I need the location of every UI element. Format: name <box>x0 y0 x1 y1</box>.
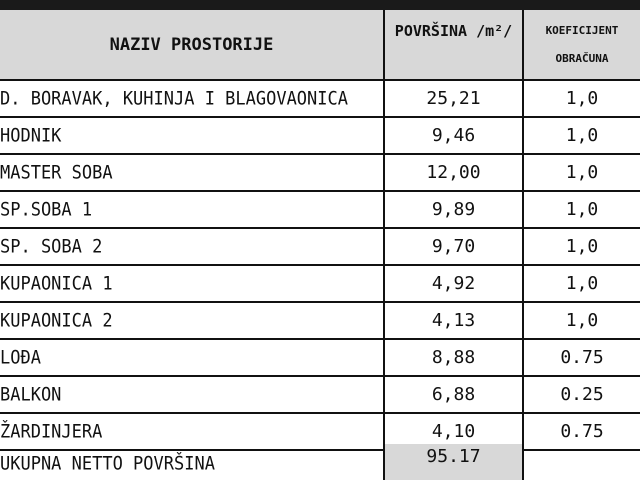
room-area: 9,46 <box>431 125 476 146</box>
room-name: SP. SOBA 2 <box>0 235 103 258</box>
room-area: 6,88 <box>431 384 476 405</box>
room-coefficient: 1,0 <box>565 236 599 257</box>
header-room-name: NAZIV PROSTORIJE <box>0 10 383 80</box>
room-area: 25,21 <box>426 88 481 109</box>
top-border <box>0 0 640 10</box>
grid-line-h <box>0 153 640 155</box>
room-name: BALKON <box>0 383 62 406</box>
grid-line-v2 <box>522 10 524 480</box>
room-name: KUPAONICA 2 <box>0 309 113 332</box>
room-coefficient: 1,0 <box>565 199 599 220</box>
room-name: ŽARDINJERA <box>0 420 103 443</box>
header-coefficient-line1: KOEFICIJENT <box>545 24 619 37</box>
room-coefficient: 1,0 <box>565 88 599 109</box>
grid-line-h <box>0 301 640 303</box>
grid-line-v1 <box>383 10 385 480</box>
room-area: 12,00 <box>426 162 481 183</box>
grid-line-h <box>0 190 640 192</box>
grid-line-h <box>0 116 640 118</box>
room-name: LOĐA <box>0 346 41 369</box>
room-name: D. BORAVAK, KUHINJA I BLAGOVAONICA <box>0 87 348 110</box>
room-name: HODNIK <box>0 124 62 147</box>
total-label: UKUPNA NETTO POVRŠINA <box>0 453 215 475</box>
room-coefficient: 1,0 <box>565 273 599 294</box>
header-coefficient-line2: OBRAČUNA <box>555 52 609 65</box>
room-coefficient: 0.75 <box>560 421 604 442</box>
total-area: 95.17 <box>385 444 522 480</box>
room-area: 9,70 <box>431 236 476 257</box>
room-coefficient: 1,0 <box>565 310 599 331</box>
grid-line-h <box>0 412 640 414</box>
room-name: KUPAONICA 1 <box>0 272 113 295</box>
grid-line-h <box>0 338 640 340</box>
room-area: 4,92 <box>431 273 476 294</box>
room-name: SP.SOBA 1 <box>0 198 93 221</box>
room-coefficient: 1,0 <box>565 125 599 146</box>
grid-line-h <box>0 375 640 377</box>
room-area: 8,88 <box>431 347 476 368</box>
room-area: 9,89 <box>431 199 476 220</box>
grid-line-h <box>0 79 640 81</box>
room-area: 4,10 <box>431 421 476 442</box>
grid-line-h <box>0 264 640 266</box>
total-coefficient <box>524 444 640 480</box>
header-coefficient <box>524 10 640 80</box>
grid-line-h <box>0 227 640 229</box>
room-coefficient: 0.75 <box>560 347 604 368</box>
room-name: MASTER SOBA <box>0 161 113 184</box>
header-area: POVRŠINA /m²/ <box>385 10 522 80</box>
room-coefficient: 0.25 <box>560 384 604 405</box>
room-area: 4,13 <box>431 310 476 331</box>
room-coefficient: 1,0 <box>565 162 599 183</box>
